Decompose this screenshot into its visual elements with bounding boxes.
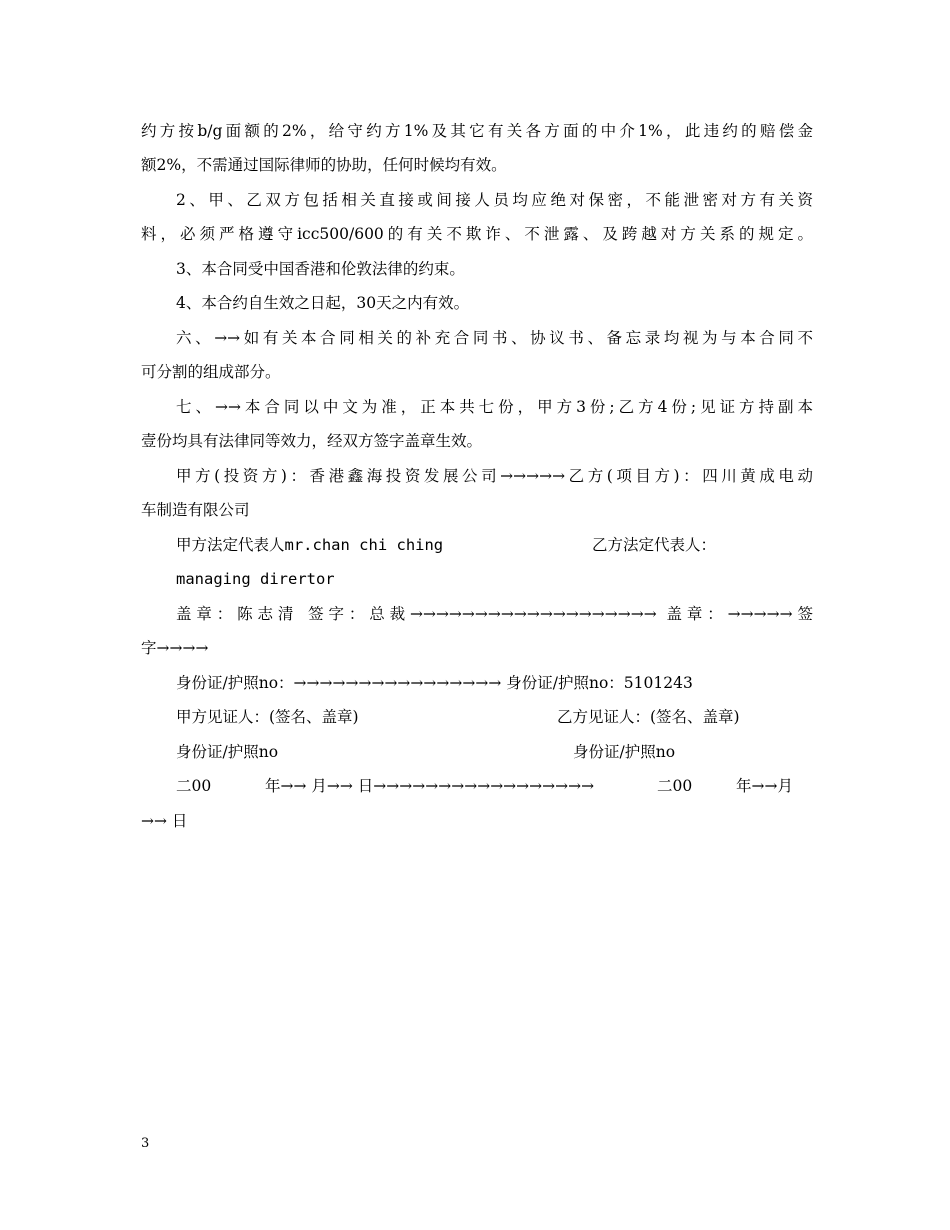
date-a-year: 二00 <box>176 777 212 795</box>
seal-line: 盖章：陈志清 签字：总裁→→→→→→→→→→→→→→→→→→→ 盖章：→→→→→签 <box>176 605 813 623</box>
title-a: managing dirertor <box>176 570 335 588</box>
witness-a-id: 身份证/护照no <box>176 743 279 761</box>
paragraph-line: 额2%，不需通过国际律师的协助，任何时候均有效。 <box>141 156 507 174</box>
page-number: 3 <box>141 1136 150 1151</box>
paragraph-line: 六、→→如有关本合同相关的补充合同书、协议书、备忘录均视为与本合同不 <box>176 329 813 347</box>
date-a-rest: 年→→ 月→→ 日→→→→→→→→→→→→→→→→→ <box>265 777 595 795</box>
date-line-2: →→ 日 <box>141 812 188 830</box>
witness-b: 乙方见证人：(签名、盖章) <box>557 708 740 726</box>
rep-a: 甲方法定代表人mr.chan chi ching <box>176 536 444 554</box>
witness-a: 甲方见证人：(签名、盖章) <box>176 708 359 726</box>
paragraph-line: 甲方(投资方)：香港鑫海投资发展公司→→→→→乙方(项目方)：四川黄成电动 <box>176 467 813 485</box>
rep-b: 乙方法定代表人： <box>592 536 717 554</box>
paragraph-line: 车制造有限公司 <box>141 501 250 519</box>
paragraph-line: 约方按b/g面额的2%，给守约方1%及其它有关各方面的中介1%，此违约的赔偿金 <box>141 122 813 140</box>
paragraph-line: 3、本合同受中国香港和伦敦法律的约束。 <box>176 260 465 278</box>
paragraph-line: 4、本合约自生效之日起，30天之内有效。 <box>176 294 470 312</box>
paragraph-line: 七、→→本合同以中文为准，正本共七份，甲方3份;乙方4份;见证方持副本 <box>176 398 813 416</box>
date-b-rest: 年→→月 <box>736 777 793 795</box>
id-line: 身份证/护照no：→→→→→→→→→→→→→→→→ 身份证/护照no：5101243 <box>176 674 693 692</box>
seal-line: 字→→→→ <box>141 639 209 657</box>
witness-b-id: 身份证/护照no <box>573 743 676 761</box>
paragraph-line: 可分割的组成部分。 <box>141 363 281 381</box>
paragraph-line: 料，必须严格遵守icc500/600的有关不欺诈、不泄露、及跨越对方关系的规定。 <box>141 225 813 243</box>
paragraph-line: 壹份均具有法律同等效力，经双方签字盖章生效。 <box>141 432 483 450</box>
date-b-year: 二00 <box>657 777 693 795</box>
paragraph-line: 2、甲、乙双方包括相关直接或间接人员均应绝对保密，不能泄密对方有关资 <box>176 191 813 209</box>
